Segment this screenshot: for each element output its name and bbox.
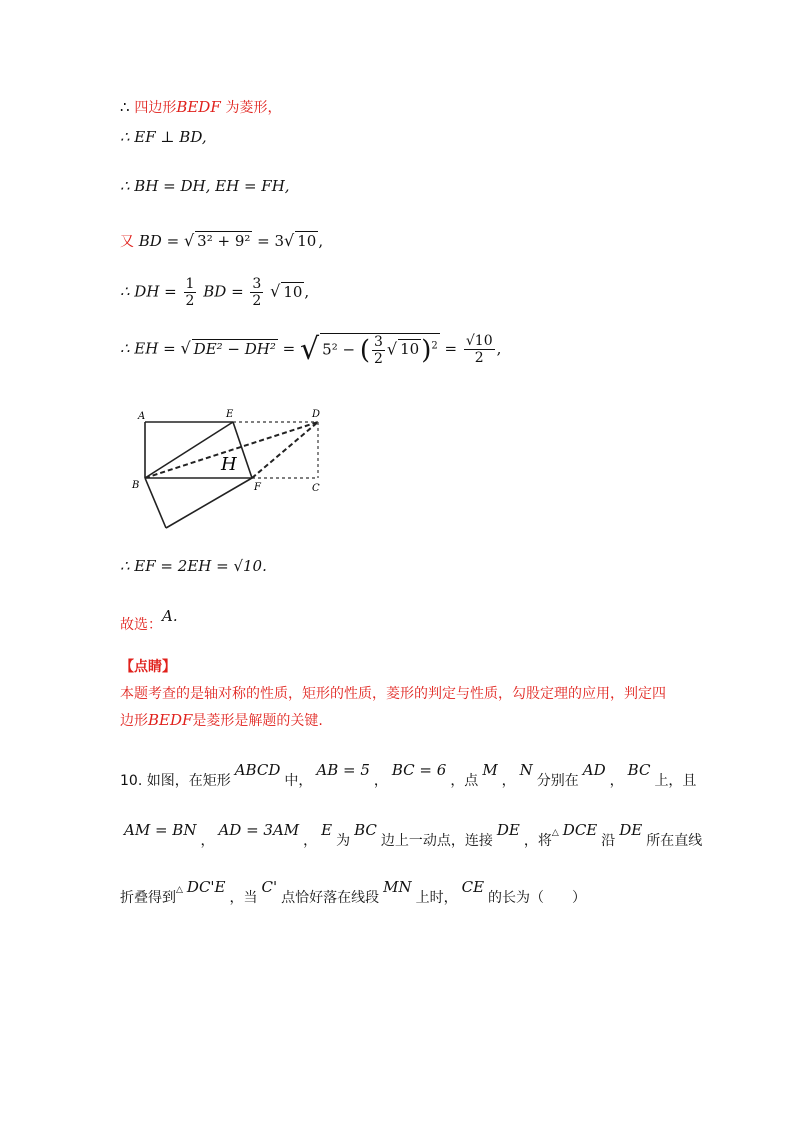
fraction-half [184,276,197,309]
review-line-2-a: 边形 [120,713,148,729]
frac-num: 3 [374,333,383,350]
solution-line-4 [120,231,323,251]
question-text: ， [373,773,388,789]
review-tag: 【点睛】 [120,659,176,675]
question-text: ， [303,833,318,849]
review-line-2 [120,707,680,734]
bd-eq: = 3 [257,232,285,250]
math-term: DE [619,821,643,839]
eh-radicand-2 [320,333,440,367]
rhombus-tail: 为菱形， [225,100,282,116]
question-text: 点恰好落在线段 [281,890,380,906]
question-text: 中， [284,773,313,789]
eh-lhs: ∴ EH = [120,339,176,358]
rhombus-var: BEDF [176,98,221,116]
bd-radicand: 3² + 9² [197,232,251,250]
question-text: 10. 如图，在矩形 [120,773,231,789]
question-line-1 [120,761,697,790]
math-term: BC = 6 [391,761,447,779]
bd-end: , [318,232,324,250]
math-term: AD [582,761,606,779]
math-term: DE [496,821,520,839]
math-term: BC [627,761,651,779]
label-h: H [221,454,237,475]
rhombus-text: 四边形 [134,100,177,116]
frac-den: 2 [474,350,484,366]
math-term: DC'E [186,878,226,896]
geometry-figure [128,402,338,534]
label-d: D [312,409,321,420]
answer-label: 故选： [120,617,162,633]
eh-eq-1: = [282,339,296,358]
answer-value: A. [162,607,178,625]
paren-open: ( [359,335,370,365]
segment-be [145,422,233,478]
sqrt-sign: √ [183,231,195,250]
solution-line-6 [120,332,501,367]
question-text: ， [200,833,215,849]
diagonal-fd [252,422,318,478]
eh-result-frac [464,333,495,366]
question-text: 边上一动点，连接 [380,833,493,849]
math-term: AM = BN [124,821,197,839]
label-c: C [312,483,320,494]
sqrt-sign-inner: √ [386,339,398,358]
therefore-symbol: ∴ [120,98,130,116]
math-term: N [519,761,533,779]
math-term: M [482,761,498,779]
question-text: 的长为（ ） [488,890,587,906]
sqrt-sign: √ [270,281,281,301]
question-text: 为 [336,833,351,849]
bd-lhs: BD = [138,232,180,250]
question-text: 上时， [415,890,458,906]
big-sqrt-sign: √ [300,332,320,367]
question-text: ，当 [229,890,258,906]
segment-fold-f [166,478,252,528]
frac-den: 2 [185,293,195,309]
solution-line-5 [120,276,309,309]
eh-end: , [496,339,502,358]
review-line-1: 本题考查的是轴对称的性质，矩形的性质，菱形的判定与性质，勾股定理的应用，判定四 [120,686,666,702]
solution-line-2: ∴ EF ⊥ BD, [120,128,207,146]
question-text: ， [501,773,516,789]
math-term: CE [461,878,485,896]
triangle-symbol: △ [176,885,183,895]
question-text: 上，且 [654,773,697,789]
review-paragraph [120,681,680,734]
question-text: 折叠得到 [120,890,176,906]
frac-num: √10 [465,333,493,349]
answer-line [120,606,178,633]
solution-line-7: ∴ EF = 2EH = √10. [120,557,267,575]
eh-r2-frac [372,334,385,367]
question-text: ，将 [523,833,552,849]
label-e: E [226,409,234,420]
dh-end: , [304,282,310,301]
label-f: F [254,482,261,493]
segment-b-fold [145,478,166,528]
fraction-three-half [250,276,263,309]
sqrt-sign-2: √ [284,231,295,250]
you-word: 又 [120,234,134,250]
math-term: DCE [562,821,598,839]
solution-line-1 [120,97,282,117]
question-line-3 [120,878,587,907]
question-line-2 [120,821,703,850]
dh-lhs: ∴ DH = [120,282,177,301]
label-a: A [138,411,146,422]
eh-r2-sup: 2 [431,340,438,351]
dh-mid: BD = [203,282,244,301]
math-term: AB = 5 [316,761,370,779]
question-text: ， [609,773,624,789]
frac-num: 3 [252,276,262,292]
frac-den: 2 [374,350,383,367]
math-term: BC [354,821,377,839]
review-line-2-var: BEDF [148,711,193,729]
label-b: B [132,480,140,491]
solution-line-3: ∴ BH = DH, EH = FH, [120,177,290,195]
math-term: ABCD [234,761,281,779]
math-term: C' [261,878,278,896]
triangle-symbol: △ [551,828,559,838]
frac-den: 2 [252,293,262,309]
bd-radicand-2: 10 [297,232,317,250]
math-term: MN [383,878,412,896]
dh-radicand: 10 [283,282,303,301]
frac-num: 1 [185,276,195,292]
sqrt-sign: √ [180,338,191,358]
math-term: E [321,821,333,839]
paren-close: ) [421,335,432,365]
question-text: 所在直线 [646,833,703,849]
math-term: AD = 3AM [218,821,300,839]
question-text: ，点 [450,773,479,789]
question-text: 分别在 [536,773,579,789]
eh-eq-2: = [444,339,458,358]
eh-r2-a: 5² − [322,340,356,358]
eh-radicand-1: DE² − DH² [193,339,276,358]
question-text: 沿 [601,833,616,849]
eh-r2-radicand: 10 [400,340,420,358]
review-line-2-b: 是菱形是解题的关键. [192,713,323,729]
